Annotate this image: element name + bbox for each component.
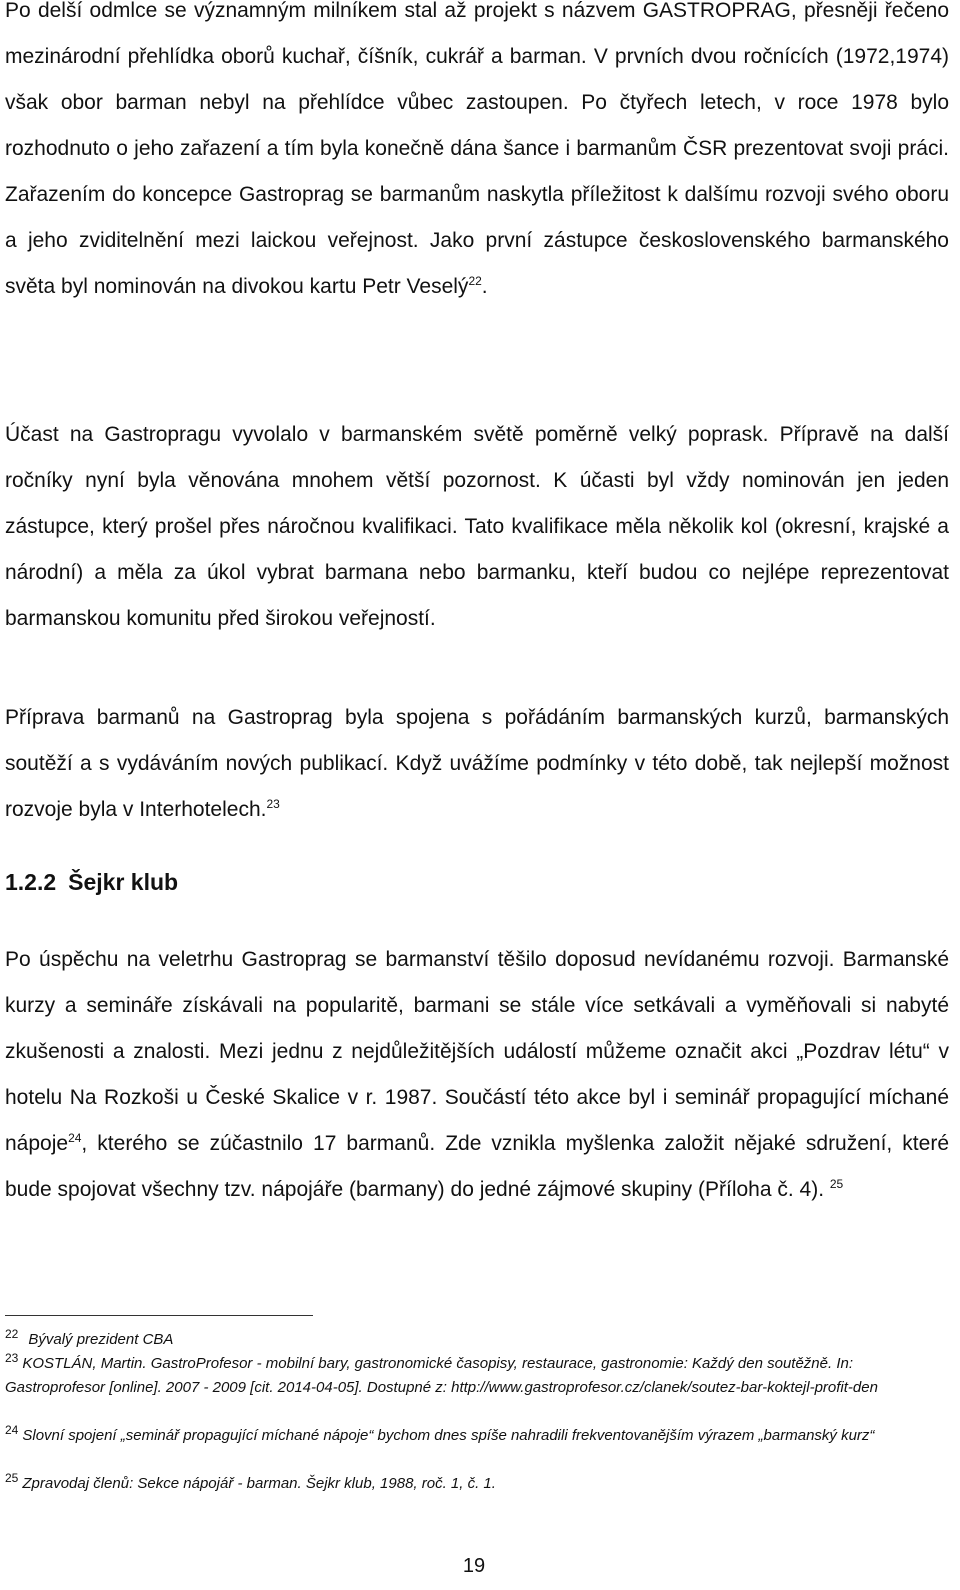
body-paragraph-barman-preparation: [5, 695, 949, 833]
paragraph-text: , kterého se zúčastnilo 17 barmanů. Zde vznikla myšlenka založit nějaké sdružení, které bude spojovat všechny tzv. nápojáře (barmany) do jedné zájmové skupiny (Příloha č. 4).: [5, 1132, 949, 1201]
footnote-text: Slovní spojení „seminář propagující míchané nápoje“ bychom dnes spíše nahradili frekventovanějším výrazem „barmanský kurz“: [22, 1427, 875, 1444]
footnote-22: [5, 1328, 945, 1352]
paragraph-text: Po úspěchu na veletrhu Gastroprag se barmanství těšilo doposud nevídanému rozvoji. Barmanské kurzy a semináře získávali na popularitě, barmani se stále více setkávali a vyměňovali si nabyté zkušenosti a znalosti. Mezi jednu z nejdůležitějších událostí můžeme označit akci „Pozdrav létu“ v hotelu Na Rozkoši u České Skalice v r. 1987. Součástí této akce byl i seminář propagující míchané nápoje: [5, 948, 949, 1155]
footnote-separator: [5, 1315, 313, 1316]
footnote-text: Zpravodaj členů: Sekce nápojář - barman. Šejkr klub, 1988, roč. 1, č. 1.: [22, 1475, 496, 1492]
paragraph-text: Účast na Gastropragu vyvolalo v barmanském světě poměrně velký poprask. Přípravě na další ročníky nyní byla věnována mnohem větší pozornost. K účasti byl vždy nominován jen jeden zástupce, který prošel přes náročnou kvalifikaci. Tato kvalifikace měla několik kol (okresní, krajské a národní) a měla za úkol vybrat barmana nebo barmanku, kteří budou co nejlépe reprezentovat barmanskou komunitu před širokou veřejností.: [5, 423, 949, 630]
paragraph-text: Příprava barmanů na Gastroprag byla spojena s pořádáním barmanských kurzů, barmanských soutěží a s vydáváním nových publikací. Když uvážíme podmínky v této době, tak nejlepší možnost rozvoje byla v Interhotelech.: [5, 706, 949, 821]
footnote-ref-23[interactable]: 23: [266, 797, 280, 811]
paragraph-text-end: .: [481, 275, 488, 298]
footnote-text: KOSTLÁN, Martin. GastroProfesor - mobilní bary, gastronomické časopisy, restaurace, gastronomie: Každý den soutěžně. In: Gastroprofesor [online]. 2007 - 2009 [cit. 2014-04-05]. Dostupné z: http://www.gastroprofesor.cz/clanek/soutez-bar-koktejl-profit-den: [5, 1355, 878, 1396]
paragraph-text: Po delší odmlce se významným milníkem stal až projekt s názvem GASTROPRAG, přesněji řečeno mezinárodní přehlídka oborů kuchař, číšník, cukrář a barman. V prvních dvou ročnících (1972,1974) však obor barman nebyl na přehlídce vůbec zastoupen. Po čtyřech letech, v roce 1978 bylo rozhodnuto o jeho zařazení a tím byla konečně dána šance i barmanům ČSR prezentovat svoji práci. Zařazením do koncepce Gastroprag se barmanům naskytla příležitost k dalšímu rozvoji svého oboru a jeho zviditelnění mezi laickou veřejnost. Jako první zástupce československého barmanského světa byl nominován na divokou kartu Petr Veselý: [5, 0, 949, 298]
footnote-ref-25[interactable]: 25: [829, 1177, 844, 1191]
section-title: Šejkr klub: [68, 869, 179, 895]
footnote-23: [5, 1352, 945, 1400]
body-paragraph-gastroprag-participation: [5, 412, 949, 642]
body-paragraph-gastroprag-history: [5, 0, 949, 310]
footnote-number: 25: [5, 1471, 19, 1485]
footnote-number: 22: [5, 1327, 19, 1341]
footnote-25: [5, 1472, 945, 1496]
footnote-text: Bývalý prezident CBA: [28, 1331, 174, 1348]
body-paragraph-sejkr-klub: [5, 937, 949, 1213]
page-number: 19: [462, 1555, 486, 1577]
footnote-ref-22[interactable]: 22: [468, 274, 482, 288]
section-number: 1.2.2: [5, 869, 57, 895]
footnote-24: [5, 1424, 945, 1448]
footnote-number: 24: [5, 1423, 19, 1437]
section-heading: [5, 862, 178, 902]
footnote-ref-24[interactable]: 24: [68, 1131, 82, 1145]
footnote-number: 23: [5, 1351, 19, 1365]
